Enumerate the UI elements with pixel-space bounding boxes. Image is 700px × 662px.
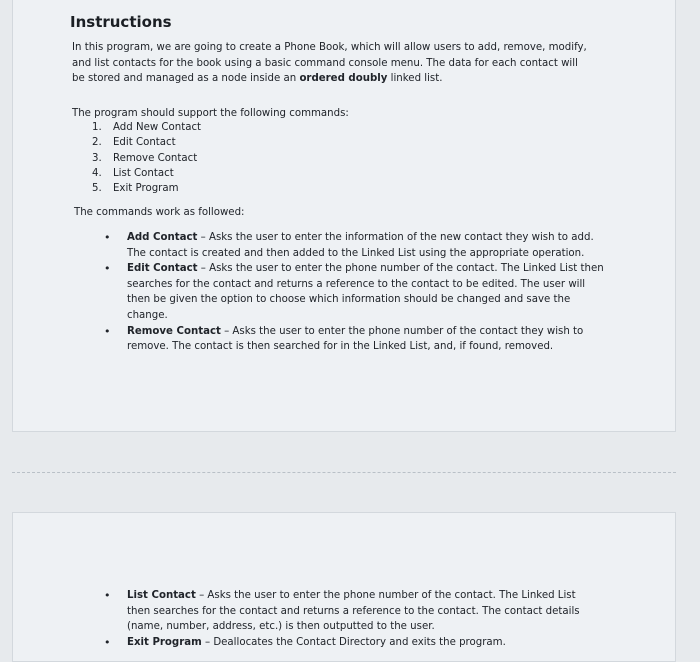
description-text: – Asks the user to enter the information of the new contact they wish to add. The contact is created and then added to the Linked List using the appropriate operation. <box>127 232 594 259</box>
list-item <box>104 230 604 261</box>
list-item <box>104 588 584 635</box>
list-number: 1. <box>92 122 102 133</box>
list-item <box>92 166 201 181</box>
list-item <box>92 135 201 150</box>
description-text: – Asks the user to enter the phone number of the contact. The Linked List then searches for the contact and returns a reference to the contact. The contact details (name, number, address, etc.) is then outputted to the user. <box>127 590 580 633</box>
description-body <box>127 588 584 635</box>
description-body <box>127 635 584 651</box>
list-label: Remove Contact <box>113 152 198 164</box>
description-text: – Asks the user to enter the phone number of the contact they wish to remove. The contact is then searched for in the Linked List, and, if found, removed. <box>127 325 584 353</box>
description-term: List Contact <box>127 590 196 601</box>
description-text: – Deallocates the Contact Directory and exits the program. <box>201 636 506 648</box>
intro-bold-text: ordered doubly <box>299 73 388 85</box>
commands-heading: The program should support the following commands: <box>72 108 349 119</box>
list-number: 2. <box>92 137 102 149</box>
list-number: 5. <box>92 183 102 195</box>
list-label: Add New Contact <box>113 122 202 133</box>
description-term: Remove Contact <box>127 325 221 337</box>
bullet-icon: • <box>104 324 111 338</box>
intro-text-end: linked list. <box>387 73 443 85</box>
intro-paragraph <box>72 40 592 87</box>
list-item <box>92 181 201 196</box>
list-item <box>104 635 584 651</box>
description-text: – Asks the user to enter the phone number of the contact. The Linked List then searches for the contact and returns a reference to the contact to be edited. The user will then be given the option to choose which information should be changed and save the change. <box>127 263 604 321</box>
intro-text-start: In this program, we are going to create a Phone Book, which will allow users to add, remove, modify, and list contacts for the book using a basic command console menu. The data for each contact will be stored and managed as a node inside an <box>72 42 587 85</box>
list-number: 4. <box>92 167 102 179</box>
bullet-icon: • <box>104 635 111 649</box>
list-label: Edit Contact <box>113 137 176 149</box>
description-term: Add Contact <box>127 232 198 243</box>
commands-work-heading: The commands work as followed: <box>74 207 245 218</box>
page-title: Instructions <box>70 13 172 31</box>
description-body <box>127 261 604 323</box>
commands-list <box>92 120 201 196</box>
list-label: List Contact <box>113 167 174 179</box>
list-label: Exit Program <box>113 183 179 195</box>
command-descriptions-page2 <box>104 588 584 650</box>
list-item <box>92 120 201 135</box>
list-item <box>92 151 201 166</box>
description-term: Exit Program <box>127 636 202 648</box>
bullet-icon: • <box>104 589 111 602</box>
list-item <box>104 261 604 323</box>
description-term: Edit Contact <box>127 263 198 275</box>
bullet-icon: • <box>104 262 111 276</box>
list-item <box>104 324 604 355</box>
list-number: 3. <box>92 152 102 164</box>
description-body <box>127 324 604 355</box>
bullet-icon: • <box>104 231 111 244</box>
description-body <box>127 230 604 261</box>
page-break-divider <box>12 472 676 473</box>
command-descriptions-page1 <box>104 230 604 355</box>
